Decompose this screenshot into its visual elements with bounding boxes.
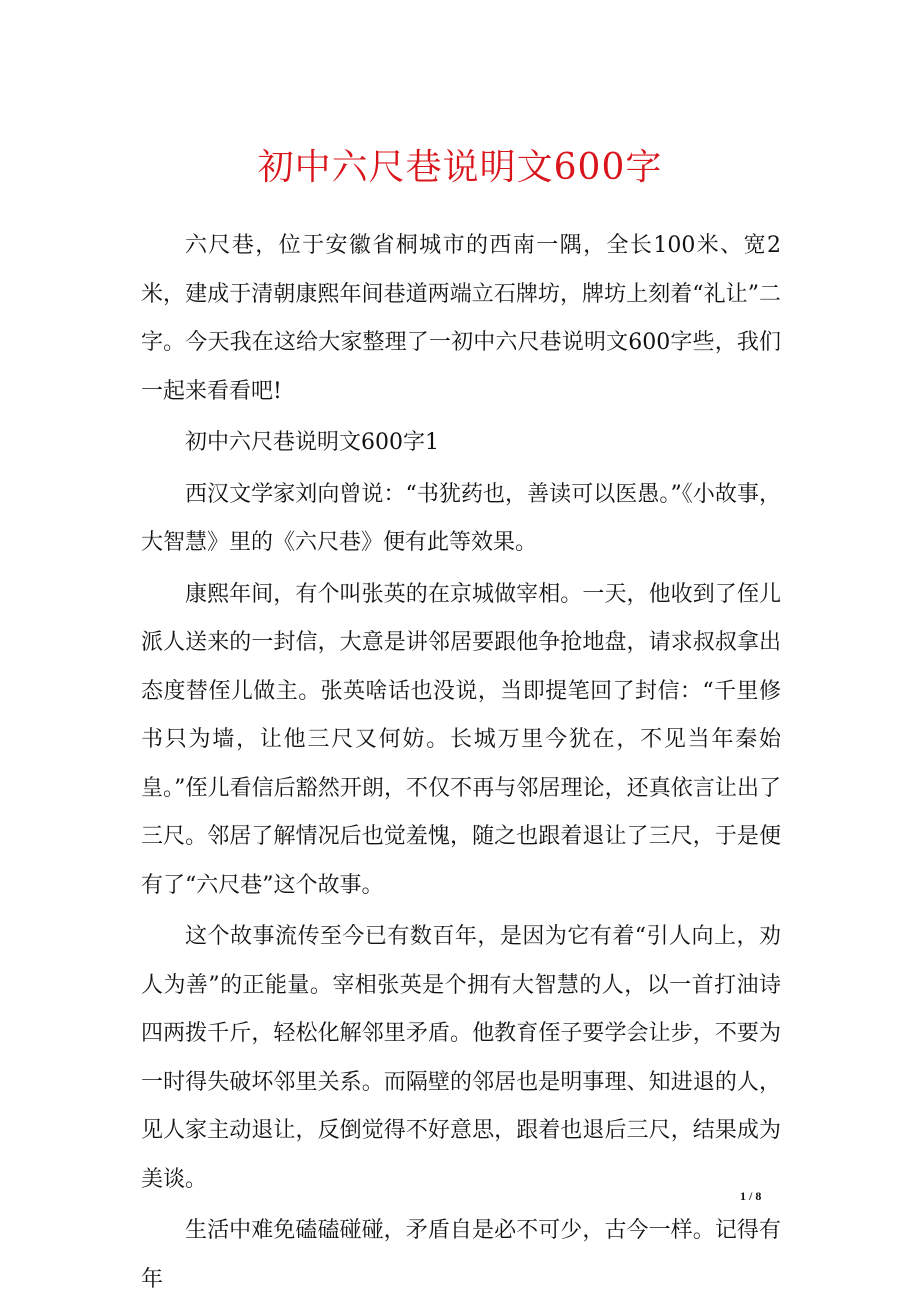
paragraph-quote: 西汉文学家刘向曾说：“书犹药也，善读可以医愚。”《小故事，大智慧》里的《六尺巷》便有此等效果。 <box>141 481 781 555</box>
paragraph-life: 生活中难免磕磕碰碰，矛盾自是必不可少，古今一样。记得有年 <box>141 1218 781 1292</box>
section-heading: 初中六尺巷说明文600字1 <box>185 430 439 455</box>
paragraph-story: 康熙年间，有个叫张英的在京城做宰相。一天，他收到了侄儿派人送来的一封信，大意是讲邻居要跟他争抢地盘，请求叔叔拿出态度替侄儿做主。张英啥话也没说，当即提笔回了封信：“千里修书只为墙，让他三尺又何妨。长城万里今犹在，不见当年秦始皇。”侄儿看信后豁然开朗，不仅不再与邻居理论，还真依言让出了三尺。邻居了解情况后也觉羞愧，随之也跟着退让了三尺，于是便有了“六尺巷”这个故事。 <box>141 581 781 898</box>
paragraph-meaning: 这个故事流传至今已有数百年，是因为它有着“引人向上，劝人为善”的正能量。宰相张英是个拥有大智慧的人，以一首打油诗四两拨千斤，轻松化解邻里矛盾。他教育侄子要学会让步，不要为一时得失破坏邻里关系。而隔壁的邻居也是明事理、知进退的人，见人家主动退让，反倒觉得不好意思，跟着也退后三尺，结果成为美谈。 <box>141 924 781 1192</box>
paragraph-intro: 六尺巷，位于安徽省桐城市的西南一隅，全长100米、宽2米，建成于清朝康熙年间巷道两端立石牌坊，牌坊上刻着“礼让”二字。今天我在这给大家整理了一初中六尺巷说明文600字些，我们一起来看看吧! <box>141 233 781 404</box>
page-number: 1 / 8 <box>740 1189 762 1203</box>
document-body <box>141 222 781 1307</box>
page-title: 初中六尺巷说明文600字 <box>257 147 663 188</box>
